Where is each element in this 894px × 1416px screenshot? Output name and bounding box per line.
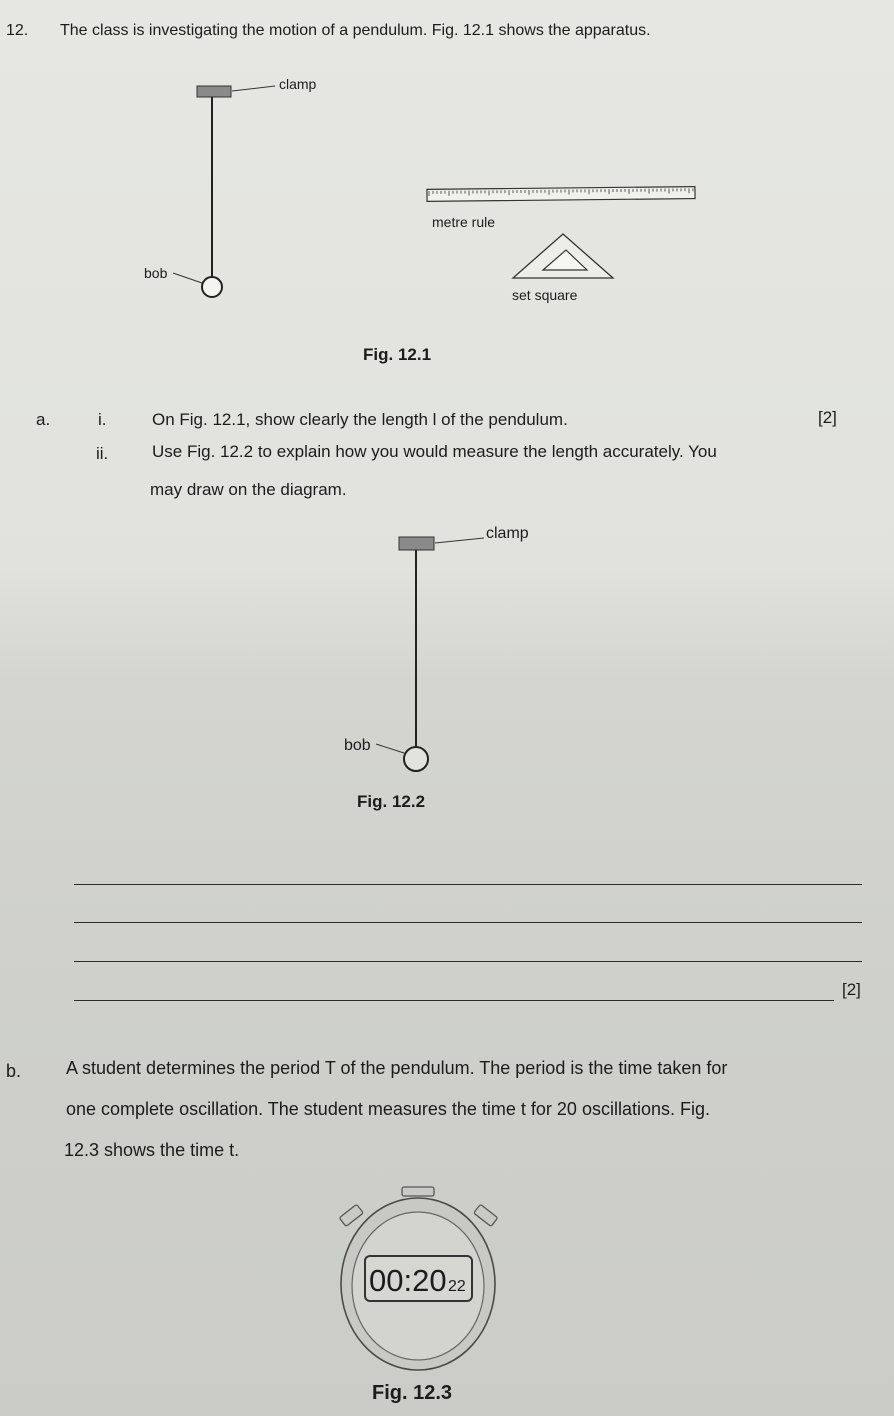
clamp-leader-line — [232, 86, 275, 91]
clamp-label: clamp — [279, 76, 317, 92]
metre-rule-label: metre rule — [432, 214, 496, 230]
stopwatch-top-button — [402, 1187, 434, 1196]
figure-12-1 — [0, 0, 894, 360]
clamp-block — [399, 537, 434, 550]
bob-label: bob — [344, 737, 371, 754]
part-b-letter: b. — [6, 1061, 22, 1081]
stopwatch-time-small: 22 — [448, 1278, 466, 1295]
question-number: 12. — [6, 22, 29, 39]
answer-line[interactable] — [74, 961, 862, 962]
set-square-label: set square — [512, 287, 578, 303]
clamp-label: clamp — [486, 525, 529, 542]
metre-rule — [427, 187, 695, 202]
clamp-leader-line — [435, 538, 484, 543]
clamp-block — [197, 86, 231, 97]
part-a-i-numeral: i. — [98, 410, 107, 429]
bob-leader-line — [173, 273, 202, 283]
part-a-ii-text-line2: may draw on the diagram. — [150, 480, 347, 499]
answer-line[interactable] — [74, 1000, 834, 1001]
part-b-line2: one complete oscillation. The student measures the time t for 20 oscillations. Fig. — [66, 1099, 710, 1119]
stopwatch-right-button — [474, 1204, 498, 1226]
part-a-i-marks: [2] — [818, 408, 837, 427]
fig-12-1-caption: Fig. 12.1 — [363, 345, 432, 364]
pendulum-bob — [404, 747, 428, 771]
part-a-ii-marks: [2] — [842, 980, 861, 999]
answer-line[interactable] — [74, 922, 862, 923]
pendulum-bob — [202, 277, 222, 297]
stopwatch-left-button — [339, 1204, 363, 1226]
bob-leader-line — [376, 744, 404, 753]
answer-line[interactable] — [74, 884, 862, 885]
fig-12-2-caption: Fig. 12.2 — [357, 792, 426, 811]
fig-12-3-caption: Fig. 12.3 — [372, 1382, 453, 1404]
figure-12-2 — [0, 510, 894, 810]
stopwatch-time-main: 00:20 — [369, 1263, 447, 1298]
question-text: The class is investigating the motion of a pendulum. Fig. 12.1 shows the apparatus. — [60, 22, 651, 39]
part-a-letter: a. — [36, 410, 51, 429]
part-a-i-text: On Fig. 12.1, show clearly the length l of the pendulum. — [152, 410, 568, 429]
part-b-line1: A student determines the period T of the pendulum. The period is the time taken for — [66, 1058, 728, 1078]
part-a-ii-numeral: ii. — [96, 444, 109, 463]
stopwatch — [0, 1180, 894, 1380]
set-square — [513, 234, 613, 278]
part-b-line3: 12.3 shows the time t. — [64, 1140, 240, 1160]
part-a-ii-text-line1: Use Fig. 12.2 to explain how you would measure the length accurately. You — [152, 442, 717, 461]
bob-label: bob — [144, 265, 168, 281]
